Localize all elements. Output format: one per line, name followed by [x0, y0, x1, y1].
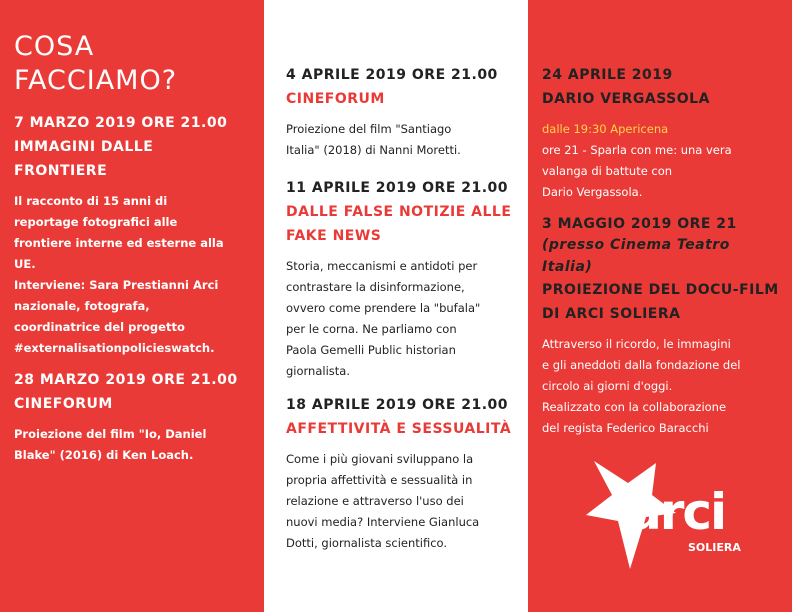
event-24-aprile	[542, 66, 782, 203]
event-description: Proiezione del film "Santiago Italia" (2018) di Nanni Moretti.	[286, 122, 461, 157]
left-panel	[0, 0, 264, 612]
event-date: 3 MAGGIO 2019 ORE 21	[542, 216, 737, 232]
event-7-marzo	[14, 114, 250, 359]
event-date: 24 APRILE 2019	[542, 67, 673, 83]
event-title: IMMAGINI DALLE FRONTIERE	[14, 139, 154, 179]
event-3-maggio	[542, 215, 782, 439]
event-description: Attraverso il ricordo, le immagini e gli aneddoti dalla fondazione del circolo ai giorni d'oggi. Realizzato con la collaborazione del regista Federico Baracchi	[542, 337, 741, 435]
event-date: 7 MARZO 2019 ORE 21.00	[14, 115, 228, 131]
middle-panel	[264, 0, 528, 612]
event-11-aprile	[286, 179, 518, 382]
event-description: dalle 19:30 Apericena ore 21 - Sparla con me: una vera valanga di battute con Dario Vergassola.	[542, 119, 782, 203]
event-title: DALLE FALSE NOTIZIE ALLE FAKE NEWS	[286, 204, 512, 244]
event-date: 4 APRILE 2019 ORE 21.00	[286, 67, 498, 83]
event-28-marzo	[14, 371, 250, 466]
right-panel	[528, 0, 792, 612]
event-title: AFFETTIVITÀ E SESSUALITÀ	[286, 421, 512, 437]
page-title: COSA FACCIAMO?	[14, 31, 178, 96]
event-description: Proiezione del film "Io, Daniel Blake" (2016) di Ken Loach.	[14, 427, 207, 462]
event-4-aprile	[286, 66, 518, 161]
event-highlight: dalle 19:30 Apericena	[542, 122, 669, 136]
event-title: CINEFORUM	[286, 91, 385, 107]
event-description: Storia, meccanismi e antidoti per contrastare la disinformazione, ovvero come prendere la "bufala" per le corna. Ne parliamo con Paola Gemelli Public historian giornalista.	[286, 259, 481, 378]
event-title: DARIO VERGASSOLA	[542, 91, 710, 107]
event-description: Come i più giovani sviluppano la propria affettività e sessualità in relazione e attraverso l'uso dei nuovi media? Interviene Gianluca Dotti, giornalista scientifico.	[286, 452, 480, 550]
event-title: PROIEZIONE DEL DOCU-FILM DI ARCI SOLIERA	[542, 282, 779, 322]
logo-word: arci	[628, 483, 726, 541]
event-description: Il racconto di 15 anni di reportage fotografici alle frontiere interne ed esterne alla UE. Interviene: Sara Prestianni Arci nazionale, fotografa, coordinatrice del progetto #externalisationpolicieswatch.	[14, 194, 224, 355]
arci-soliera-logo	[582, 455, 762, 575]
event-18-aprile	[286, 396, 518, 554]
event-title: CINEFORUM	[14, 396, 113, 412]
event-venue: (presso Cinema Teatro Italia)	[542, 237, 730, 275]
logo-sub: SOLIERA	[688, 541, 741, 554]
event-date: 18 APRILE 2019 ORE 21.00	[286, 397, 509, 413]
event-date: 28 MARZO 2019 ORE 21.00	[14, 372, 238, 388]
event-date: 11 APRILE 2019 ORE 21.00	[286, 180, 509, 196]
